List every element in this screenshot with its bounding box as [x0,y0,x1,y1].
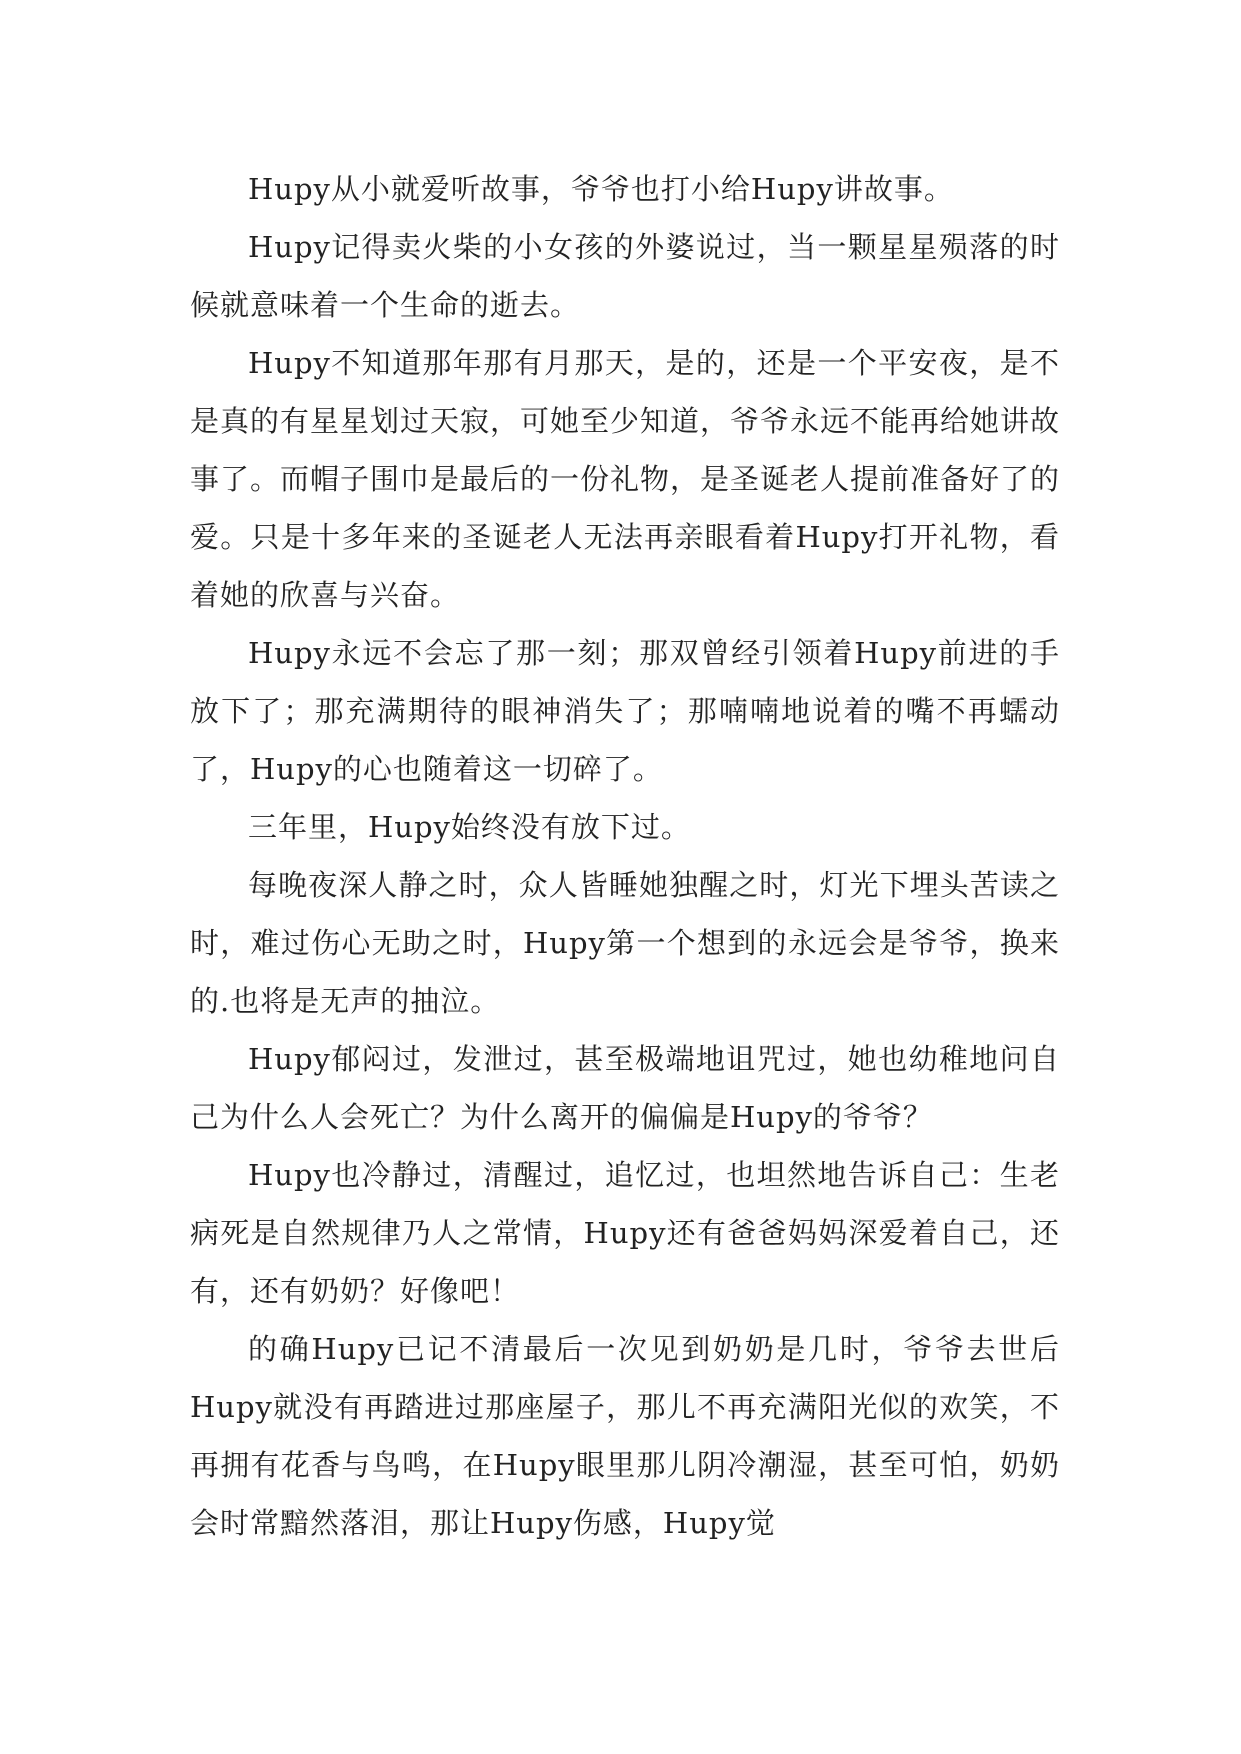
paragraph: Hupy郁闷过，发泄过，甚至极端地诅咒过，她也幼稚地问自己为什么人会死亡？为什么离开的偏偏是Hupy的爷爷？ [190,1042,1060,1134]
paragraph: Hupy不知道那年那有月那天，是的，还是一个平安夜，是不是真的有星星划过天寂，可她至少知道，爷爷永远不能再给她讲故事了。而帽子围巾是最后的一份礼物，是圣诞老人提前准备好了的爱。只是十多年来的圣诞老人无法再亲眼看着Hupy打开礼物，看着她的欣喜与兴奋。 [190,346,1061,612]
paragraph: Hupy永远不会忘了那一刻；那双曾经引领着Hupy前进的手放下了；那充满期待的眼神消失了；那喃喃地说着的嘴不再蠕动了，Hupy的心也随着这一切碎了。 [190,636,1060,786]
paragraph: 的确Hupy已记不清最后一次见到奶奶是几时，爷爷去世后Hupy就没有再踏进过那座屋子，那儿不再充满阳光似的欢笑，不再拥有花香与鸟鸣，在Hupy眼里那儿阴冷潮湿，甚至可怕，奶奶会时常黯然落泪，那让Hupy伤感，Hupy觉 [190,1332,1060,1540]
paragraph: 三年里，Hupy始终没有放下过。 [248,810,691,844]
paragraph: Hupy也冷静过，清醒过，追忆过，也坦然地告诉自己：生老病死是自然规律乃人之常情，Hupy还有爸爸妈妈深爱着自己，还有，还有奶奶？好像吧！ [190,1158,1060,1308]
paragraph: Hupy从小就爱听故事，爷爷也打小给Hupy讲故事。 [248,172,954,206]
document-body [190,160,1060,1552]
paragraph: 每晚夜深人静之时，众人皆睡她独醒之时，灯光下埋头苦读之时，难过伤心无助之时，Hupy第一个想到的永远会是爷爷，换来的.也将是无声的抽泣。 [190,868,1060,1018]
paragraph: Hupy记得卖火柴的小女孩的外婆说过，当一颗星星殒落的时候就意味着一个生命的逝去。 [190,230,1060,322]
